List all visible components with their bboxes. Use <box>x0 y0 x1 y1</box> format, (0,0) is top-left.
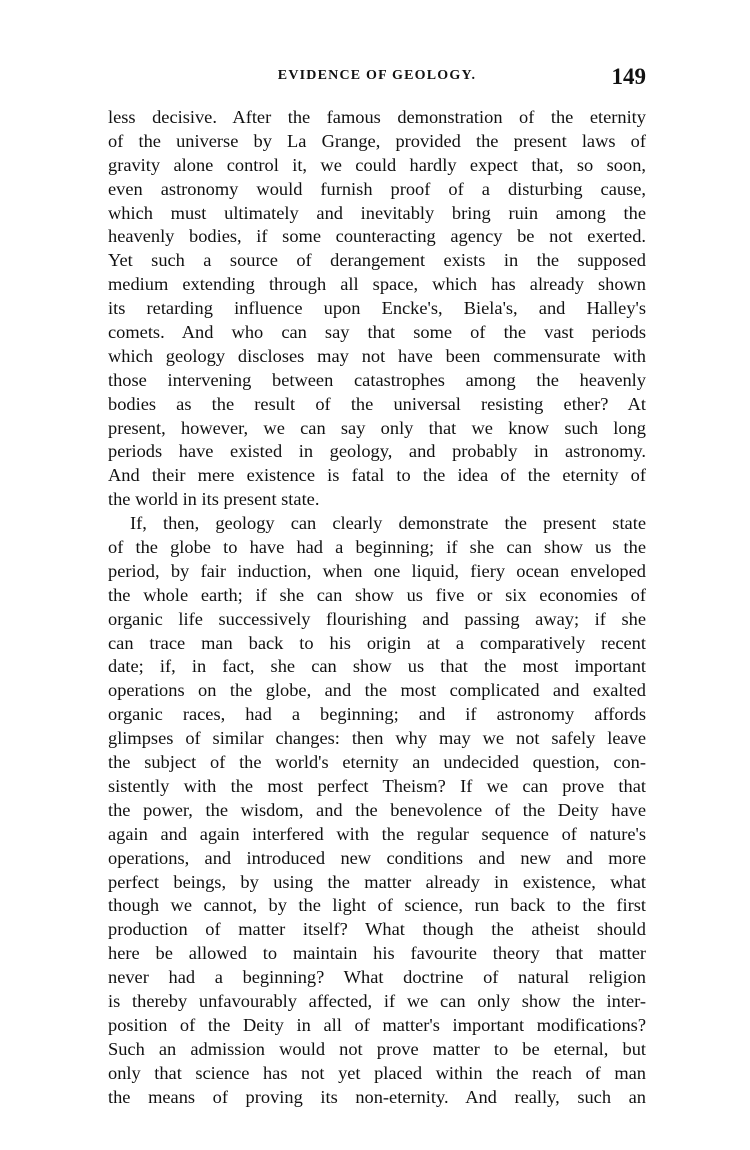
text-line: period, by fair induction, when one liquid, fiery ocean enveloped <box>108 560 646 581</box>
text-line: If, then, geology can clearly demonstrate the present state <box>130 513 646 534</box>
text-line: the world in its present state. <box>108 489 320 510</box>
text-line: perfect beings, by using the matter already in existence, what <box>108 871 646 892</box>
text-line: bodies as the result of the universal resisting ether? At <box>108 393 646 414</box>
text-line: organic life successively flourishing and passing away; if she <box>108 608 646 629</box>
text-line: of the universe by La Grange, provided the present laws of <box>108 130 646 151</box>
text-line: can trace man back to his origin at a comparatively recent <box>108 632 646 653</box>
text-line: production of matter itself? What though the atheist should <box>108 919 646 940</box>
text-line: comets. And who can say that some of the vast periods <box>108 322 646 343</box>
text-line: the subject of the world's eternity an undecided question, con- <box>108 752 646 773</box>
text-line: periods have existed in geology, and probably in astronomy. <box>108 441 646 462</box>
text-line: here be allowed to maintain his favourite theory that matter <box>108 943 646 964</box>
text-line: operations, and introduced new conditions and new and more <box>108 847 646 868</box>
paragraph <box>108 512 646 1109</box>
text-line: which must ultimately and inevitably bring ruin among the <box>108 202 646 223</box>
text-line: And their mere existence is fatal to the idea of the eternity of <box>108 465 646 486</box>
text-line: heavenly bodies, if some counteracting agency be not exerted. <box>108 226 646 247</box>
text-line: its retarding influence upon Encke's, Biela's, and Halley's <box>108 298 646 319</box>
text-line: of the globe to have had a beginning; if she can show us the <box>108 537 646 558</box>
text-line: gravity alone control it, we could hardly expect that, so soon, <box>108 154 646 175</box>
text-line: never had a beginning? What doctrine of natural religion <box>108 967 646 988</box>
text-line: less decisive. After the famous demonstration of the eternity <box>108 107 646 127</box>
running-header <box>108 64 646 94</box>
text-line: again and again interfered with the regular sequence of nature's <box>108 823 646 844</box>
running-title: EVIDENCE OF GEOLOGY. <box>277 68 477 83</box>
text-line: which geology discloses may not have been commensurate with <box>108 345 646 366</box>
text-line: even astronomy would furnish proof of a disturbing cause, <box>108 178 646 199</box>
text-line: the power, the wisdom, and the benevolence of the Deity have <box>108 799 646 820</box>
text-line: position of the Deity in all of matter's important modifications? <box>108 1014 646 1035</box>
body-text <box>108 106 646 1109</box>
text-line: sistently with the most perfect Theism? If we can prove that <box>108 775 646 796</box>
text-line: medium extending through all space, which has already shown <box>108 274 646 295</box>
paragraph <box>108 106 646 512</box>
text-line: is thereby unfavourably affected, if we can only show the inter- <box>108 990 646 1011</box>
text-line: the whole earth; if she can show us five or six economies of <box>108 584 646 605</box>
text-line: those intervening between catastrophes among the heavenly <box>108 369 646 390</box>
text-line: date; if, in fact, she can show us that the most important <box>108 656 646 677</box>
text-line: glimpses of similar changes: then why may we not safely leave <box>108 728 646 749</box>
text-line: Such an admission would not prove matter to be eternal, but <box>108 1038 646 1059</box>
text-line: though we cannot, by the light of science, run back to the first <box>108 895 646 916</box>
text-line: Yet such a source of derangement exists in the supposed <box>108 250 646 271</box>
text-line: operations on the globe, and the most complicated and exalted <box>108 680 646 701</box>
text-line: present, however, we can say only that we know such long <box>108 417 646 438</box>
page-number: 149 <box>611 64 646 89</box>
text-line: organic races, had a beginning; and if astronomy affords <box>108 704 646 725</box>
text-line: only that science has not yet placed within the reach of man <box>108 1062 646 1083</box>
text-line: the means of proving its non-eternity. And really, such an <box>108 1086 646 1107</box>
